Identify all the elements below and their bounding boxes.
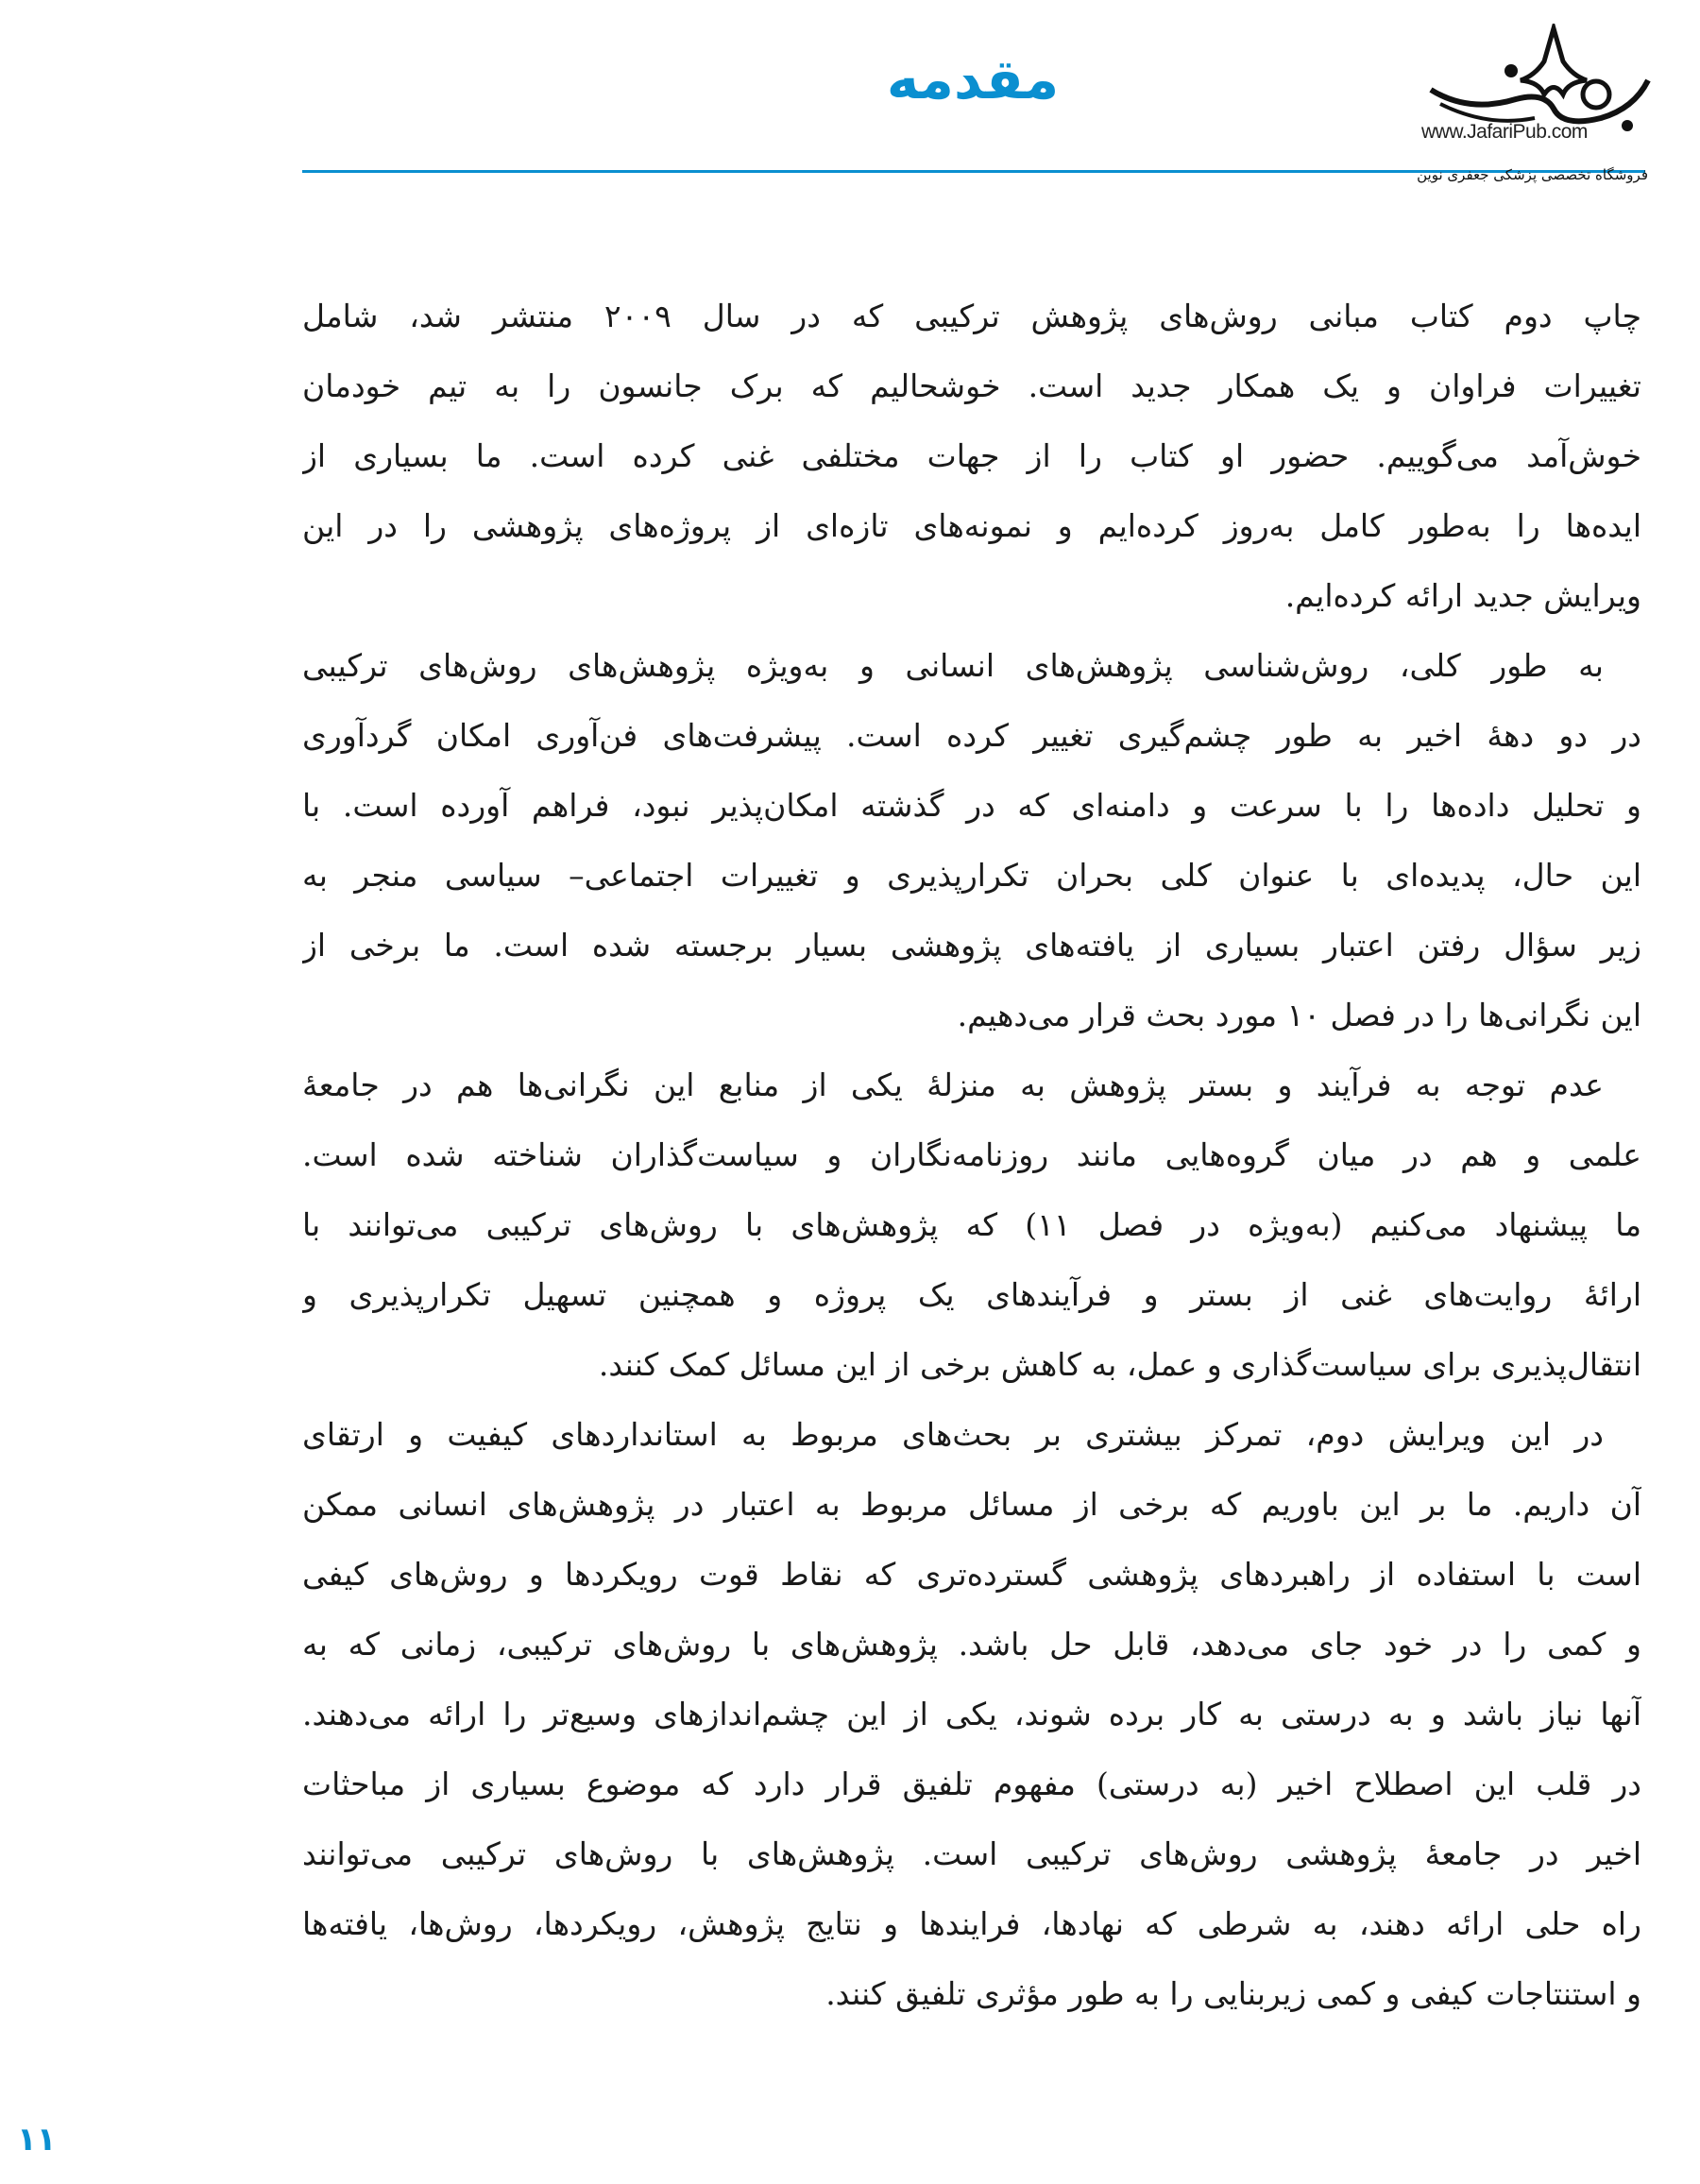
paragraph-line: ارائۀ روایت‌های غنی از بستر و فرآیندهای یک پروژه و همچنین تسهیل تکرارپذیری و bbox=[302, 1276, 1641, 1313]
paragraph-line: ویرایش جدید ارائه کرده‌ایم. bbox=[1284, 577, 1641, 614]
paragraph-line: آنها نیاز باشد و به درستی به کار برده شوند، یکی از این چشم‌اندازهای وسیع‌تر را ارائه می‌دهند. bbox=[302, 1696, 1641, 1732]
paragraph-line: تغییرات فراوان و یک همکار جدید است. خوشحالیم که برک جانسون را به تیم خودمان bbox=[302, 367, 1641, 404]
paragraph-line: اخیر در جامعۀ پژوهشی روش‌های ترکیبی است. پژوهش‌های با روش‌های ترکیبی می‌توانند bbox=[302, 1835, 1641, 1872]
paragraph-line: این حال، پدیده‌ای با عنوان کلی بحران تکرارپذیری و تغییرات اجتماعی– سیاسی منجر به bbox=[302, 857, 1641, 894]
paragraph-line: ایده‌ها را به‌طور کامل به‌روز کرده‌ایم و نمونه‌های تازه‌ای از پروژه‌های پژوهشی را در این bbox=[302, 507, 1641, 544]
paragraph-line: عدم توجه به فرآیند و بستر پژوهش به منزلۀ یکی از منابع این نگرانی‌ها هم در جامعۀ bbox=[302, 1066, 1604, 1103]
paragraph-line: در قلب این اصطلاح اخیر (به درستی) مفهوم تلفیق قرار دارد که موضوع بسیاری از مباحثات bbox=[302, 1766, 1641, 1802]
page-number: ۱۱ bbox=[17, 2121, 57, 2158]
paragraph-line: در این ویرایش دوم، تمرکز بیشتری بر بحث‌های مربوط به استانداردهای کیفیت و ارتقای bbox=[302, 1416, 1604, 1453]
publisher-shop-name: فروشگاه تخصصی پزشکی جعفری نوین bbox=[1417, 166, 1648, 183]
paragraph-line: آن داریم. ما بر این باوریم که برخی از مسائل مربوط به اعتبار در پژوهش‌های انسانی ممکن bbox=[302, 1486, 1641, 1523]
chapter-title: مقدمه bbox=[886, 47, 1060, 111]
paragraph-line: خوش‌آمد می‌گوییم. حضور او کتاب را از جهات مختلفی غنی کرده است. ما بسیاری از bbox=[302, 437, 1641, 474]
paragraph-line: زیر سؤال رفتن اعتبار بسیاری از یافته‌های پژوهشی بسیار برجسته شده است. ما برخی از bbox=[302, 927, 1641, 964]
paragraph-line: و کمی را در خود جای می‌دهد، قابل حل باشد. پژوهش‌های با روش‌های ترکیبی، زمانی که به bbox=[302, 1626, 1641, 1663]
paragraph-line: راه حلی ارائه دهند، به شرطی که نهادها، فرایندها و نتایج پژوهش، رویکردها، روش‌ها، یافته‌ها bbox=[302, 1905, 1641, 1942]
paragraph-line: و استنتاجات کیفی و کمی زیربنایی را به طور مؤثری تلفیق کنند. bbox=[825, 1975, 1641, 2012]
body-text bbox=[302, 282, 1641, 2029]
paragraph-line: در دو دهۀ اخیر به طور چشم‌گیری تغییر کرده است. پیشرفت‌های فن‌آوری امکان گردآوری bbox=[302, 717, 1641, 754]
paragraph-line: به طور کلی، روش‌شناسی پژوهش‌های انسانی و به‌ویژه پژوهش‌های روش‌های ترکیبی bbox=[302, 647, 1604, 684]
paragraph-line: و تحلیل داده‌ها را با سرعت و دامنه‌ای که در گذشته امکان‌پذیر نبود، فراهم آورده است. با bbox=[302, 787, 1641, 824]
paragraph-line: چاپ دوم کتاب مبانی روش‌های پژوهش ترکیبی که در سال ۲۰۰۹ منتشر شد، شامل bbox=[302, 298, 1641, 334]
paragraph-line: است با استفاده از راهبردهای پژوهشی گسترده‌تری که نقاط قوت رویکردها و روش‌های کیفی bbox=[302, 1556, 1641, 1593]
paragraph-line: علمی و هم در میان گروه‌هایی مانند روزنامه‌نگاران و سیاست‌گذاران شناخته شده است. bbox=[302, 1136, 1641, 1173]
paragraph-line: انتقال‌پذیری برای سیاست‌گذاری و عمل، به کاهش برخی از این مسائل کمک کنند. bbox=[598, 1346, 1641, 1383]
publisher-website: www.JafariPub.com bbox=[1421, 121, 1588, 143]
paragraph-line: این نگرانی‌ها را در فصل ۱۰ مورد بحث قرار می‌دهیم. bbox=[957, 997, 1641, 1033]
paragraph-line: ما پیشنهاد می‌کنیم (به‌ویژه در فصل ۱۱) که پژوهش‌های با روش‌های ترکیبی می‌توانند با bbox=[302, 1206, 1641, 1243]
